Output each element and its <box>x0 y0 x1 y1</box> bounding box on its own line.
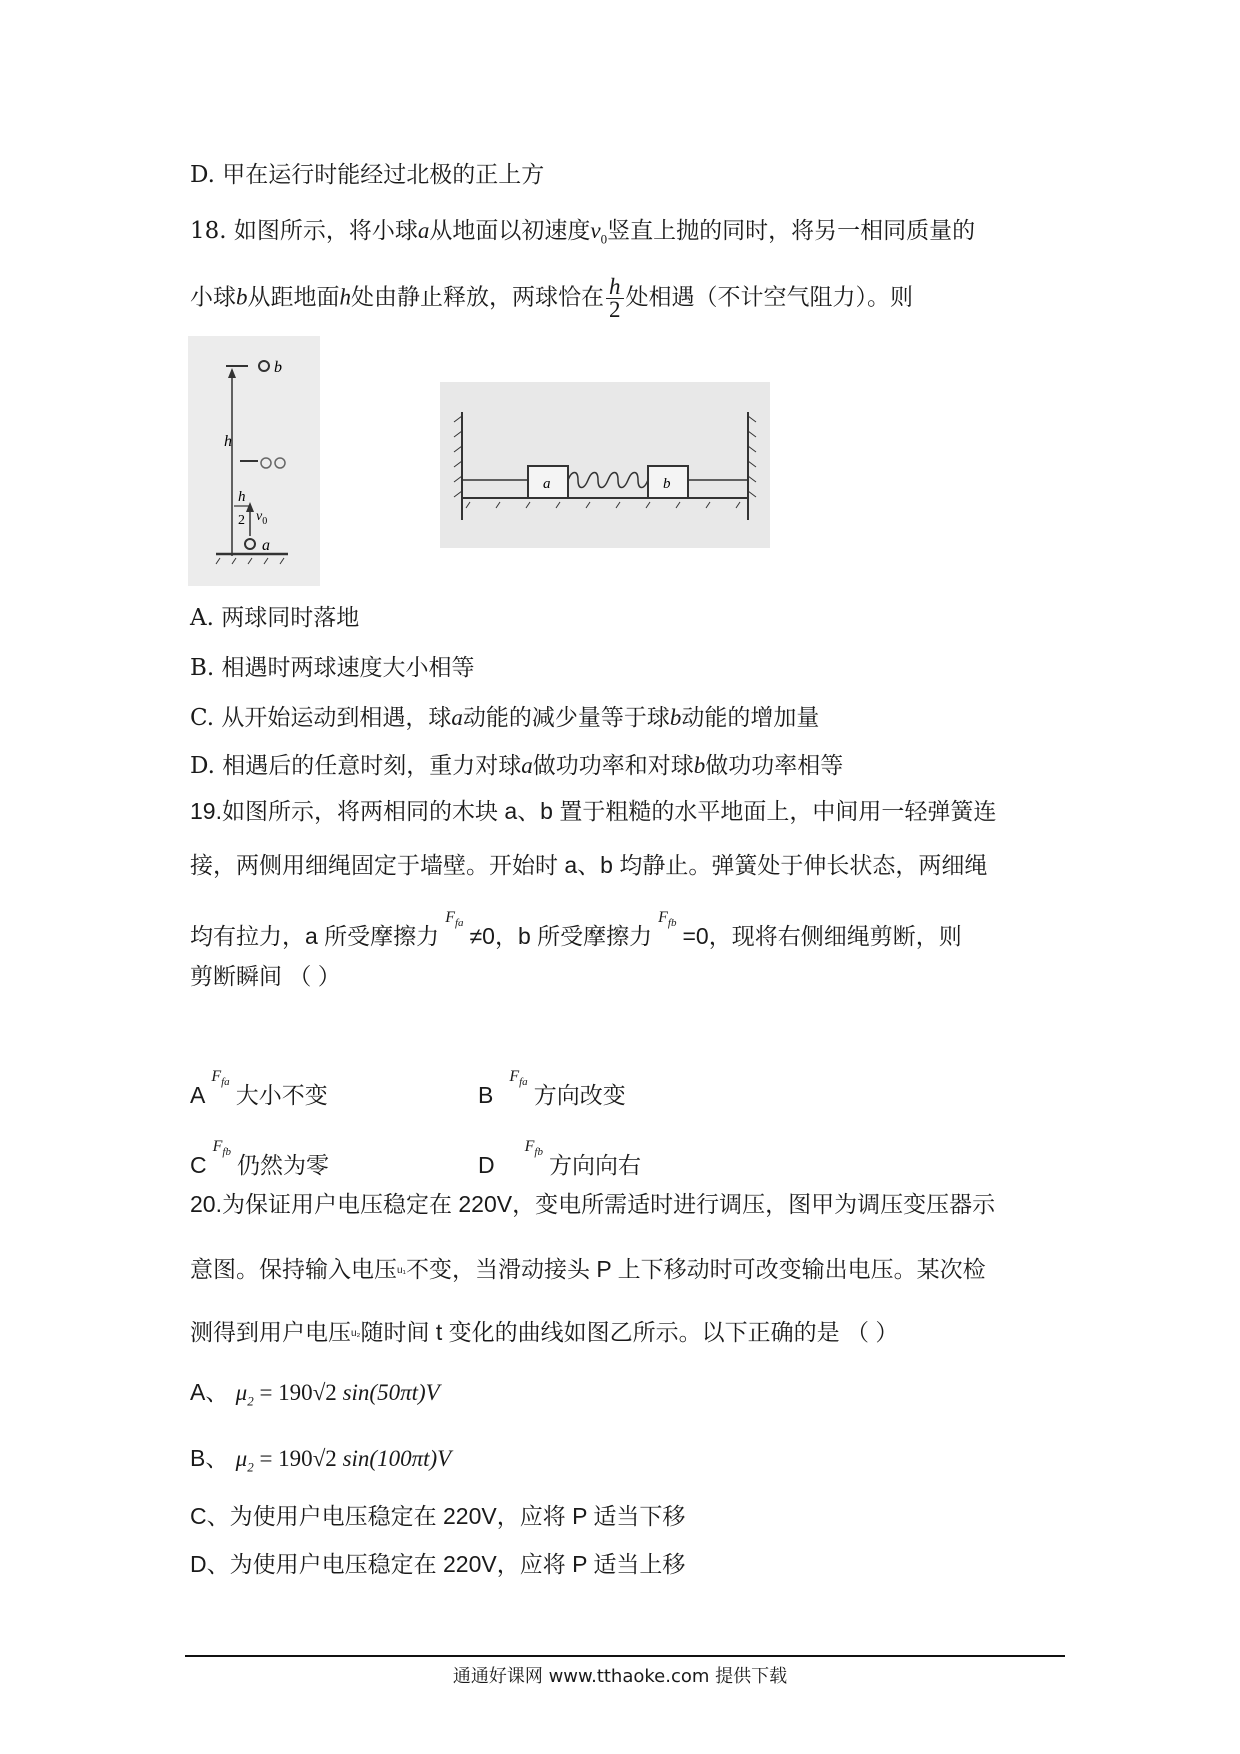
q18-stem-text: 从地面以初速度 <box>429 218 591 244</box>
figure-label-h: h <box>224 433 232 450</box>
q19-option-c: $CF_{fb}$ 仍然为零 <box>190 1150 329 1189</box>
q20-option-a: A、 $\mu_2 = 190√2$ sin(50πt)V <box>190 1379 440 1409</box>
q19-line-1: 19.如图所示，将两相同的木块 a、b 置于粗糙的水平地面上，中间用一轻弹簧连 <box>190 798 997 824</box>
figure-label-v0: $v_0$ <box>256 509 268 527</box>
figure-blocks-spring <box>440 382 770 548</box>
q19-line-3: 均有拉力，a 所受摩擦力$F_{fa} \ne 0$，b 所受摩擦力$F_{fb} =0$，现将右侧细绳剪断，则 <box>190 921 962 960</box>
q17-option-d: D. 甲在运行时能经过北极的正上方 <box>190 162 545 188</box>
symbol-u2: u₂ <box>351 1327 361 1339</box>
q18-stem-text: 处由静止释放，两球恰在 <box>351 284 604 311</box>
formula-a: $\mu_2 = 190√2$ sin(50πt)V <box>235 1380 440 1409</box>
q18-stem-text: 处相遇（不计空气阻力）。则 <box>625 284 913 311</box>
q18-stem-line-1 <box>190 216 975 255</box>
q18-option-c: C. 从开始运动到相遇，球a动能的减少量等于球b动能的增加量 <box>190 705 820 731</box>
formula-b: $\mu_2 = 190√2$ sin(100πt)V <box>235 1446 452 1475</box>
symbol-ffa: $F_{fa}$ <box>445 909 464 930</box>
var-b: b <box>236 284 248 310</box>
q18-stem-text: 小球 <box>190 284 236 311</box>
q20-line-3: 测得到用户电压u₂随时间 t 变化的曲线如图乙所示。以下正确的是 （ ） <box>190 1319 899 1345</box>
symbol-ffb: $F_{fb}$ <box>524 1138 543 1159</box>
figure-label-h-half-den: 2 <box>238 513 245 528</box>
figure-label-b: b <box>274 359 282 376</box>
var-v0: $v_0$ <box>590 218 608 247</box>
figure-block-b-label: b <box>663 476 671 492</box>
q20-line-2: 意图。保持输入电压u₁不变，当滑动接头 P 上下移动时可改变输出电压。某次检 <box>190 1256 986 1282</box>
q18-stem-text: 18. 如图所示，将小球 <box>190 218 418 244</box>
symbol-ffb: $F_{fb}$ <box>212 1138 231 1159</box>
q20-option-c: C、为使用户电压稳定在 220V，应将 P 适当下移 <box>190 1503 686 1529</box>
symbol-ffa: $F_{fa}$ <box>509 1068 528 1089</box>
footer-text: 通通好课网 www.tthaoke.com 提供下载 <box>452 1666 788 1687</box>
figure-label-a: a <box>262 537 270 554</box>
q19-option-d: $DF_{fb}$ 方向向右 <box>478 1150 641 1189</box>
footer-rule <box>185 1655 1065 1657</box>
symbol-u1: u₁ <box>397 1264 406 1276</box>
q18-stem-line-2 <box>190 276 913 321</box>
figure-block-a-label: a <box>543 476 551 492</box>
q18-option-d: D. 相遇后的任意时刻，重力对球a做功功率和对球b做功功率相等 <box>190 753 844 779</box>
var-h: h <box>339 284 351 310</box>
var-a: a <box>521 753 533 778</box>
q18-option-b: B. 相遇时两球速度大小相等 <box>190 655 475 681</box>
q19-option-b: $BF_{fa}$ 方向改变 <box>478 1080 626 1119</box>
q20-option-b: B、 $\mu_2 = 190√2$ sin(100πt)V <box>190 1445 452 1475</box>
var-a: a <box>451 705 463 730</box>
q19-option-a: $AF_{fa}$ 大小不变 <box>190 1080 328 1119</box>
q20-option-d: D、为使用户电压稳定在 220V，应将 P 适当上移 <box>190 1551 686 1577</box>
q20-line-1: 20.为保证用户电压稳定在 220V，变电所需适时进行调压，图甲为调压变压器示 <box>190 1191 996 1217</box>
q18-option-a: A. 两球同时落地 <box>190 605 360 631</box>
var-b: b <box>693 753 706 778</box>
fraction-h-over-2: $\frac{h}{2}$ <box>606 276 624 321</box>
symbol-ffb: $F_{fb}$ <box>658 909 677 930</box>
q18-stem-text: 竖直上抛的同时，将另一相同质量的 <box>607 218 976 244</box>
symbol-ffa: $F_{fa}$ <box>211 1068 230 1089</box>
figure-label-h-half-num: h <box>238 489 246 505</box>
q18-stem-text: 从距地面 <box>247 284 340 311</box>
q19-line-4: 剪断瞬间 （ ） <box>190 963 341 989</box>
var-b: b <box>669 705 682 730</box>
figure-falling-balls <box>188 336 320 586</box>
q19-line-2: 接，两侧用细绳固定于墙壁。开始时 a、b 均静止。弹簧处于伸长状态，两细绳 <box>190 852 988 878</box>
var-a: a <box>417 218 430 243</box>
